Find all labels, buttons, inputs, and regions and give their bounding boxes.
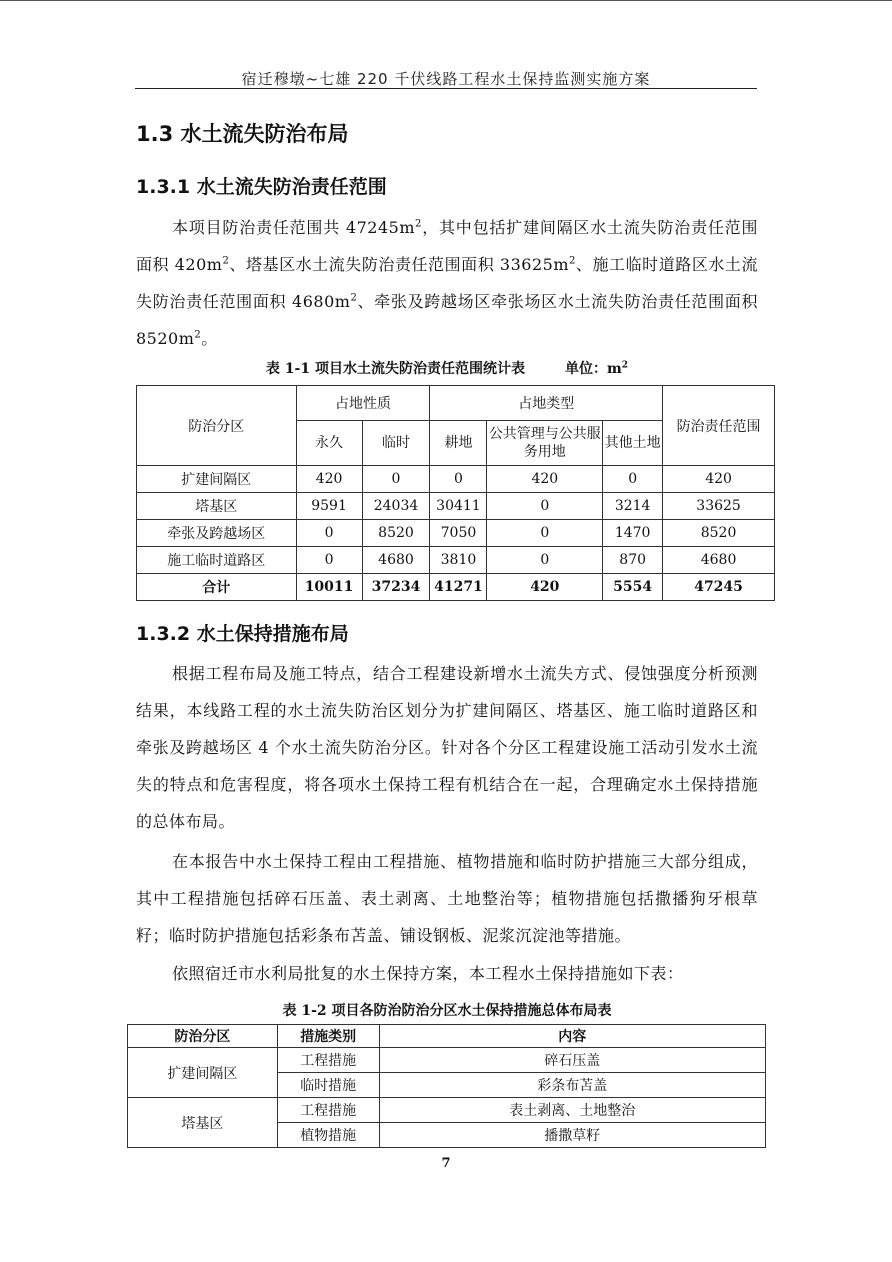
cell-permanent: 0 bbox=[296, 520, 362, 547]
th-permanent: 永久 bbox=[296, 421, 362, 466]
table-row bbox=[137, 520, 775, 547]
cell-content: 彩条布苫盖 bbox=[379, 1073, 765, 1098]
cell-total: 420 bbox=[663, 466, 775, 493]
cell-farmland: 0 bbox=[430, 466, 487, 493]
cell-zone: 扩建间隔区 bbox=[137, 466, 297, 493]
cell-public: 420 bbox=[487, 574, 603, 601]
cell-public: 0 bbox=[487, 547, 603, 574]
responsibility-table bbox=[136, 385, 775, 601]
cell-content: 表土剥离、土地整治 bbox=[379, 1098, 765, 1123]
cell-total: 8520 bbox=[663, 520, 775, 547]
cell-other: 0 bbox=[603, 466, 663, 493]
cell-content: 碎石压盖 bbox=[379, 1048, 765, 1073]
cell-zone: 塔基区 bbox=[137, 493, 297, 520]
cell-temporary: 8520 bbox=[362, 520, 430, 547]
subsection-title-measures: 1.3.2 水土保持措施布局 bbox=[136, 623, 349, 645]
cell-public: 0 bbox=[487, 520, 603, 547]
cell-public: 0 bbox=[487, 493, 603, 520]
table-total-row bbox=[137, 574, 775, 601]
th-farmland: 耕地 bbox=[430, 421, 487, 466]
cell-permanent: 9591 bbox=[296, 493, 362, 520]
responsibility-paragraph: 本项目防治责任范围共 $47245m^2$，其中包括扩建间隔区水土流失防治责任范围面积 $420m^2$、塔基区水土流失防治责任范围面积 $33625m^2$、施工临时道路区水土流失防治责任范围面积 $4680m^2$、牵张及跨越场区牵张场区水土流失防治责任范围面积 $8520m^2$。 bbox=[136, 218, 758, 348]
table-row bbox=[137, 547, 775, 574]
table2-caption: 表 1-2 项目各防治防治分区水土保持措施总体布局表 bbox=[282, 1003, 612, 1019]
th-public: 公共管理与公共服务用地 bbox=[487, 421, 603, 466]
page-top-border bbox=[0, 0, 892, 1]
cell-total: 33625 bbox=[663, 493, 775, 520]
table-row bbox=[137, 466, 775, 493]
cell-temporary: 37234 bbox=[362, 574, 430, 601]
th-other: 其他土地 bbox=[603, 421, 663, 466]
cell-other: 870 bbox=[603, 547, 663, 574]
cell-measure-type: 工程措施 bbox=[277, 1098, 379, 1123]
cell-zone: 扩建间隔区 bbox=[128, 1048, 278, 1098]
table-row bbox=[128, 1048, 766, 1073]
cell-zone: 施工临时道路区 bbox=[137, 547, 297, 574]
table-row bbox=[137, 493, 775, 520]
cell-temporary: 4680 bbox=[362, 547, 430, 574]
th-measure-type: 措施类别 bbox=[277, 1025, 379, 1048]
th-temporary: 临时 bbox=[362, 421, 430, 466]
cell-zone: 牵张及跨越场区 bbox=[137, 520, 297, 547]
th-occupy-nature: 占地性质 bbox=[296, 386, 430, 421]
th-zone: 防治分区 bbox=[137, 386, 297, 466]
cell-measure-type: 植物措施 bbox=[277, 1123, 379, 1148]
table-row bbox=[128, 1098, 766, 1123]
cell-other: 1470 bbox=[603, 520, 663, 547]
measures-table bbox=[127, 1024, 766, 1148]
cell-public: 420 bbox=[487, 466, 603, 493]
cell-farmland: 30411 bbox=[430, 493, 487, 520]
measures-paragraph-3: 依照宿迁市水利局批复的水土保持方案，本工程水土保持措施如下表： bbox=[172, 964, 684, 983]
cell-farmland: 3810 bbox=[430, 547, 487, 574]
cell-zone: 合计 bbox=[137, 574, 297, 601]
cell-measure-type: 临时措施 bbox=[277, 1073, 379, 1098]
cell-content: 播撒草籽 bbox=[379, 1123, 765, 1148]
cell-total: 47245 bbox=[663, 574, 775, 601]
cell-farmland: 7050 bbox=[430, 520, 487, 547]
running-header: 宿迁穆墩~七雄 220 千伏线路工程水土保持监测实施方案 bbox=[241, 70, 651, 88]
cell-permanent: 10011 bbox=[296, 574, 362, 601]
cell-farmland: 41271 bbox=[430, 574, 487, 601]
section-title: 1.3 水土流失防治布局 bbox=[136, 122, 349, 146]
cell-total: 4680 bbox=[663, 547, 775, 574]
subsection-title-responsibility: 1.3.1 水土流失防治责任范围 bbox=[136, 176, 387, 198]
measures-paragraph-2: 在本报告中水土保持工程由工程措施、植物措施和临时防护措施三大部分组成，其中工程措施包括碎石压盖、表土剥离、土地整治等；植物措施包括撒播狗牙根草籽；临时防护措施包括彩条布苫盖、铺设钢板、泥浆沉淀池等措施。 bbox=[136, 852, 758, 945]
cell-measure-type: 工程措施 bbox=[277, 1048, 379, 1073]
cell-other: 3214 bbox=[603, 493, 663, 520]
measures-paragraph-1: 根据工程布局及施工特点，结合工程建设新增水土流失方式、侵蚀强度分析预测结果，本线路工程的水土流失防治区划分为扩建间隔区、塔基区、施工临时道路区和牵张及跨越场区 4 个水土流失防治分区。针对各个分区工程建设施工活动引发水土流失的特点和危害程度，将各项水土保持工程有机结合在一起，合理确定水土保持措施的总体布局。 bbox=[136, 664, 758, 831]
th-zone: 防治分区 bbox=[128, 1025, 278, 1048]
th-land-type: 占地类型 bbox=[430, 386, 663, 421]
cell-permanent: 0 bbox=[296, 547, 362, 574]
table1-caption: 表 1-1 项目水土流失防治责任范围统计表 单位：$m^2$ bbox=[265, 360, 629, 377]
cell-temporary: 0 bbox=[362, 466, 430, 493]
cell-permanent: 420 bbox=[296, 466, 362, 493]
header-rule bbox=[135, 88, 757, 89]
th-responsibility: 防治责任范围 bbox=[663, 386, 775, 466]
page-number: 7 bbox=[441, 1156, 451, 1171]
cell-zone: 塔基区 bbox=[128, 1098, 278, 1148]
th-content: 内容 bbox=[379, 1025, 765, 1048]
table1-unit: 单位：$m^2$ bbox=[564, 360, 629, 377]
cell-other: 5554 bbox=[603, 574, 663, 601]
cell-temporary: 24034 bbox=[362, 493, 430, 520]
